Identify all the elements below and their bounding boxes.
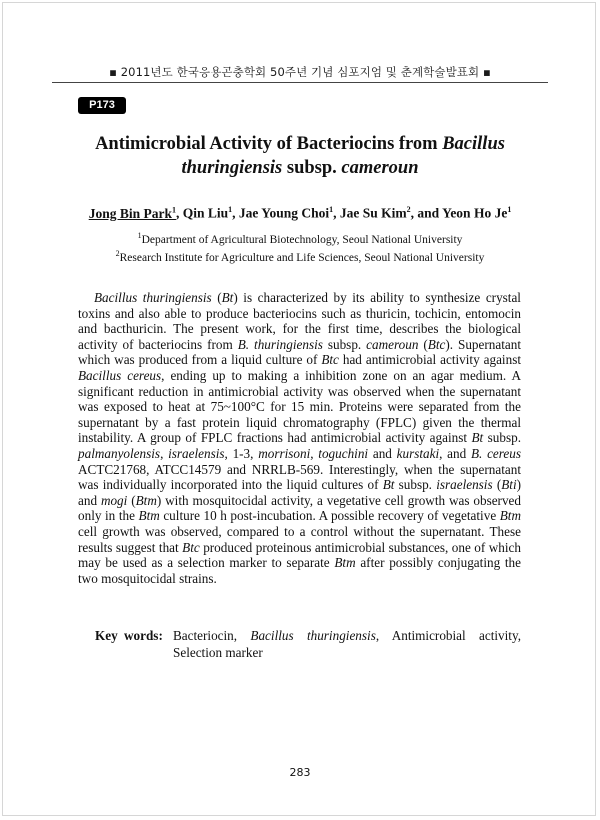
text-run: ( bbox=[492, 477, 502, 493]
title-line1-text: Antimicrobial Activity of Bacteriocins from bbox=[95, 134, 443, 154]
text-run: after possibly conjugating the two mosquitocidal strains. bbox=[78, 555, 522, 586]
abstract-body bbox=[78, 290, 521, 586]
author-affiliation-mark: 2 bbox=[406, 205, 411, 214]
conference-header: ▪ 2011년도 한국응용곤충학회 50주년 기념 심포지엄 및 춘계학술발표회 ▪ bbox=[109, 65, 491, 79]
text-run: had antimicrobial activity against bbox=[338, 352, 521, 368]
text-run: cell growth was observed, compared to a control without the supernatant. These results suggest that bbox=[78, 523, 521, 555]
author-name: Jae Young Choi bbox=[238, 205, 330, 221]
italic-term: B. cereus bbox=[470, 445, 521, 461]
text-run: ) and bbox=[78, 477, 522, 508]
text-run: ( bbox=[211, 290, 222, 305]
author-name: Qin Liu bbox=[182, 205, 229, 221]
italic-term: toguchini bbox=[318, 445, 369, 461]
text-run: ( bbox=[418, 336, 428, 352]
affiliation-text: Department of Agricultural Biotechnology, Seoul National University bbox=[141, 233, 463, 246]
author-separator: , bbox=[232, 205, 239, 221]
author-separator: , and bbox=[410, 205, 443, 221]
italic-term: Bti bbox=[501, 477, 517, 493]
italic-term: Btm bbox=[135, 492, 157, 508]
text-run: culture 10 h post-incubation. A possible recovery of vegetative bbox=[159, 508, 500, 524]
italic-term: Bacillus thuringiensis bbox=[250, 628, 376, 643]
italic-term: mogi bbox=[100, 492, 128, 508]
author-affiliation-mark: 1 bbox=[507, 205, 512, 214]
italic-term: Bt bbox=[471, 430, 484, 446]
author-affiliation-mark: 1 bbox=[228, 205, 233, 214]
text-run: subsp. bbox=[322, 336, 367, 352]
text-run: produced proteinous antimicrobial substances, one of which may be used as a selection marker to separate bbox=[78, 539, 521, 571]
title-line2-italic: thuringiensis bbox=[181, 158, 283, 178]
italic-term: Btm bbox=[334, 555, 356, 571]
title-line2-italic2: cameroun bbox=[341, 158, 419, 178]
text-run: , and bbox=[439, 445, 471, 461]
text-run: Bacteriocin, bbox=[173, 628, 251, 643]
italic-term: B. thuringiensis bbox=[237, 336, 323, 352]
text-run: ). Supernatant which was produced from a liquid culture of bbox=[78, 336, 521, 368]
italic-term: Btc bbox=[321, 352, 339, 368]
keywords-label: Key words: bbox=[95, 628, 163, 643]
italic-term: Btc bbox=[427, 336, 446, 352]
affiliation-text: Research Institute for Agriculture and Life Sciences, Seoul National University bbox=[119, 251, 485, 264]
text-run: ) with mosquitocidal activity, a vegetative cell growth was observed only in the bbox=[78, 492, 521, 524]
affiliations bbox=[40, 229, 560, 265]
author-separator: , bbox=[333, 205, 340, 221]
italic-term: israelensis bbox=[436, 477, 493, 493]
italic-term: Btm bbox=[138, 508, 160, 524]
text-run: and bbox=[368, 445, 397, 461]
italic-term: Bacillus cereus bbox=[78, 367, 162, 383]
header-rule bbox=[52, 82, 548, 83]
affiliation-mark: 2 bbox=[115, 248, 120, 258]
text-run: , bbox=[310, 445, 319, 461]
author-affiliation-mark: 1 bbox=[329, 205, 334, 214]
author-list bbox=[40, 205, 560, 222]
text-run: subsp. bbox=[394, 477, 437, 493]
author-separator: , bbox=[175, 205, 183, 221]
author-name: Yeon Ho Je bbox=[442, 205, 508, 221]
author-name: Jae Su Kim bbox=[339, 205, 407, 221]
italic-term: morrisoni bbox=[258, 445, 311, 461]
italic-term: Bacillus thuringiensis bbox=[94, 290, 212, 305]
author-name: Jong Bin Park bbox=[88, 205, 172, 221]
text-run: ( bbox=[127, 492, 136, 508]
title-line2-text: subsp. bbox=[282, 158, 342, 178]
affiliation-line bbox=[40, 229, 560, 247]
italic-term: kurstaki bbox=[396, 445, 440, 461]
italic-term: cameroun bbox=[366, 336, 419, 352]
italic-term: Btm bbox=[499, 508, 521, 524]
author-affiliation-mark: 1 bbox=[171, 205, 176, 214]
text-run: , 1-3, bbox=[224, 445, 259, 461]
italic-term: Btc bbox=[182, 539, 200, 555]
page-number: 283 bbox=[289, 766, 311, 779]
paper-title bbox=[60, 132, 540, 180]
italic-term: Bt bbox=[221, 290, 234, 305]
text-run: , bbox=[160, 445, 169, 461]
italic-term: Bt bbox=[382, 477, 395, 493]
author-name-underlined bbox=[89, 206, 176, 221]
poster-code-badge: P173 bbox=[78, 97, 126, 114]
title-line1-italic: Bacillus bbox=[442, 134, 505, 154]
text-run: ACTC21768, ATCC14579 and NRRLB-569. Interestingly, when the supernatant was individually incorporated into the liquid cultures of bbox=[78, 461, 521, 493]
keywords-list bbox=[173, 627, 521, 661]
affiliation-line bbox=[40, 247, 560, 265]
italic-term: palmanyolensis bbox=[78, 445, 161, 461]
affiliation-mark: 1 bbox=[137, 231, 142, 240]
italic-term: israelensis bbox=[168, 445, 225, 461]
keywords bbox=[95, 627, 521, 661]
text-run: , Antimicrobial activity, Selection marker bbox=[173, 628, 522, 660]
text-run: , ending up to making a inhibition zone on an agar medium. A significant reduction in antimicrobial activity was observed when the supernatant was exposed to heat at 75~100°C for 15 min. Proteins were separated from the supernatant by a fast protein liquid chromatography (FPLC) given the thermal instability. A group of FPLC fractions had antimicrobial activity against bbox=[78, 367, 521, 446]
text-run: ) is characterized by its ability to synthesize crystal toxins and also able to produce bacteriocins such as thuricin, tochicin, entomocin and bacthuricin. The present work, for the first time, describes the biological activity of bacteriocins from bbox=[78, 290, 521, 352]
text-run: subsp. bbox=[483, 430, 521, 446]
